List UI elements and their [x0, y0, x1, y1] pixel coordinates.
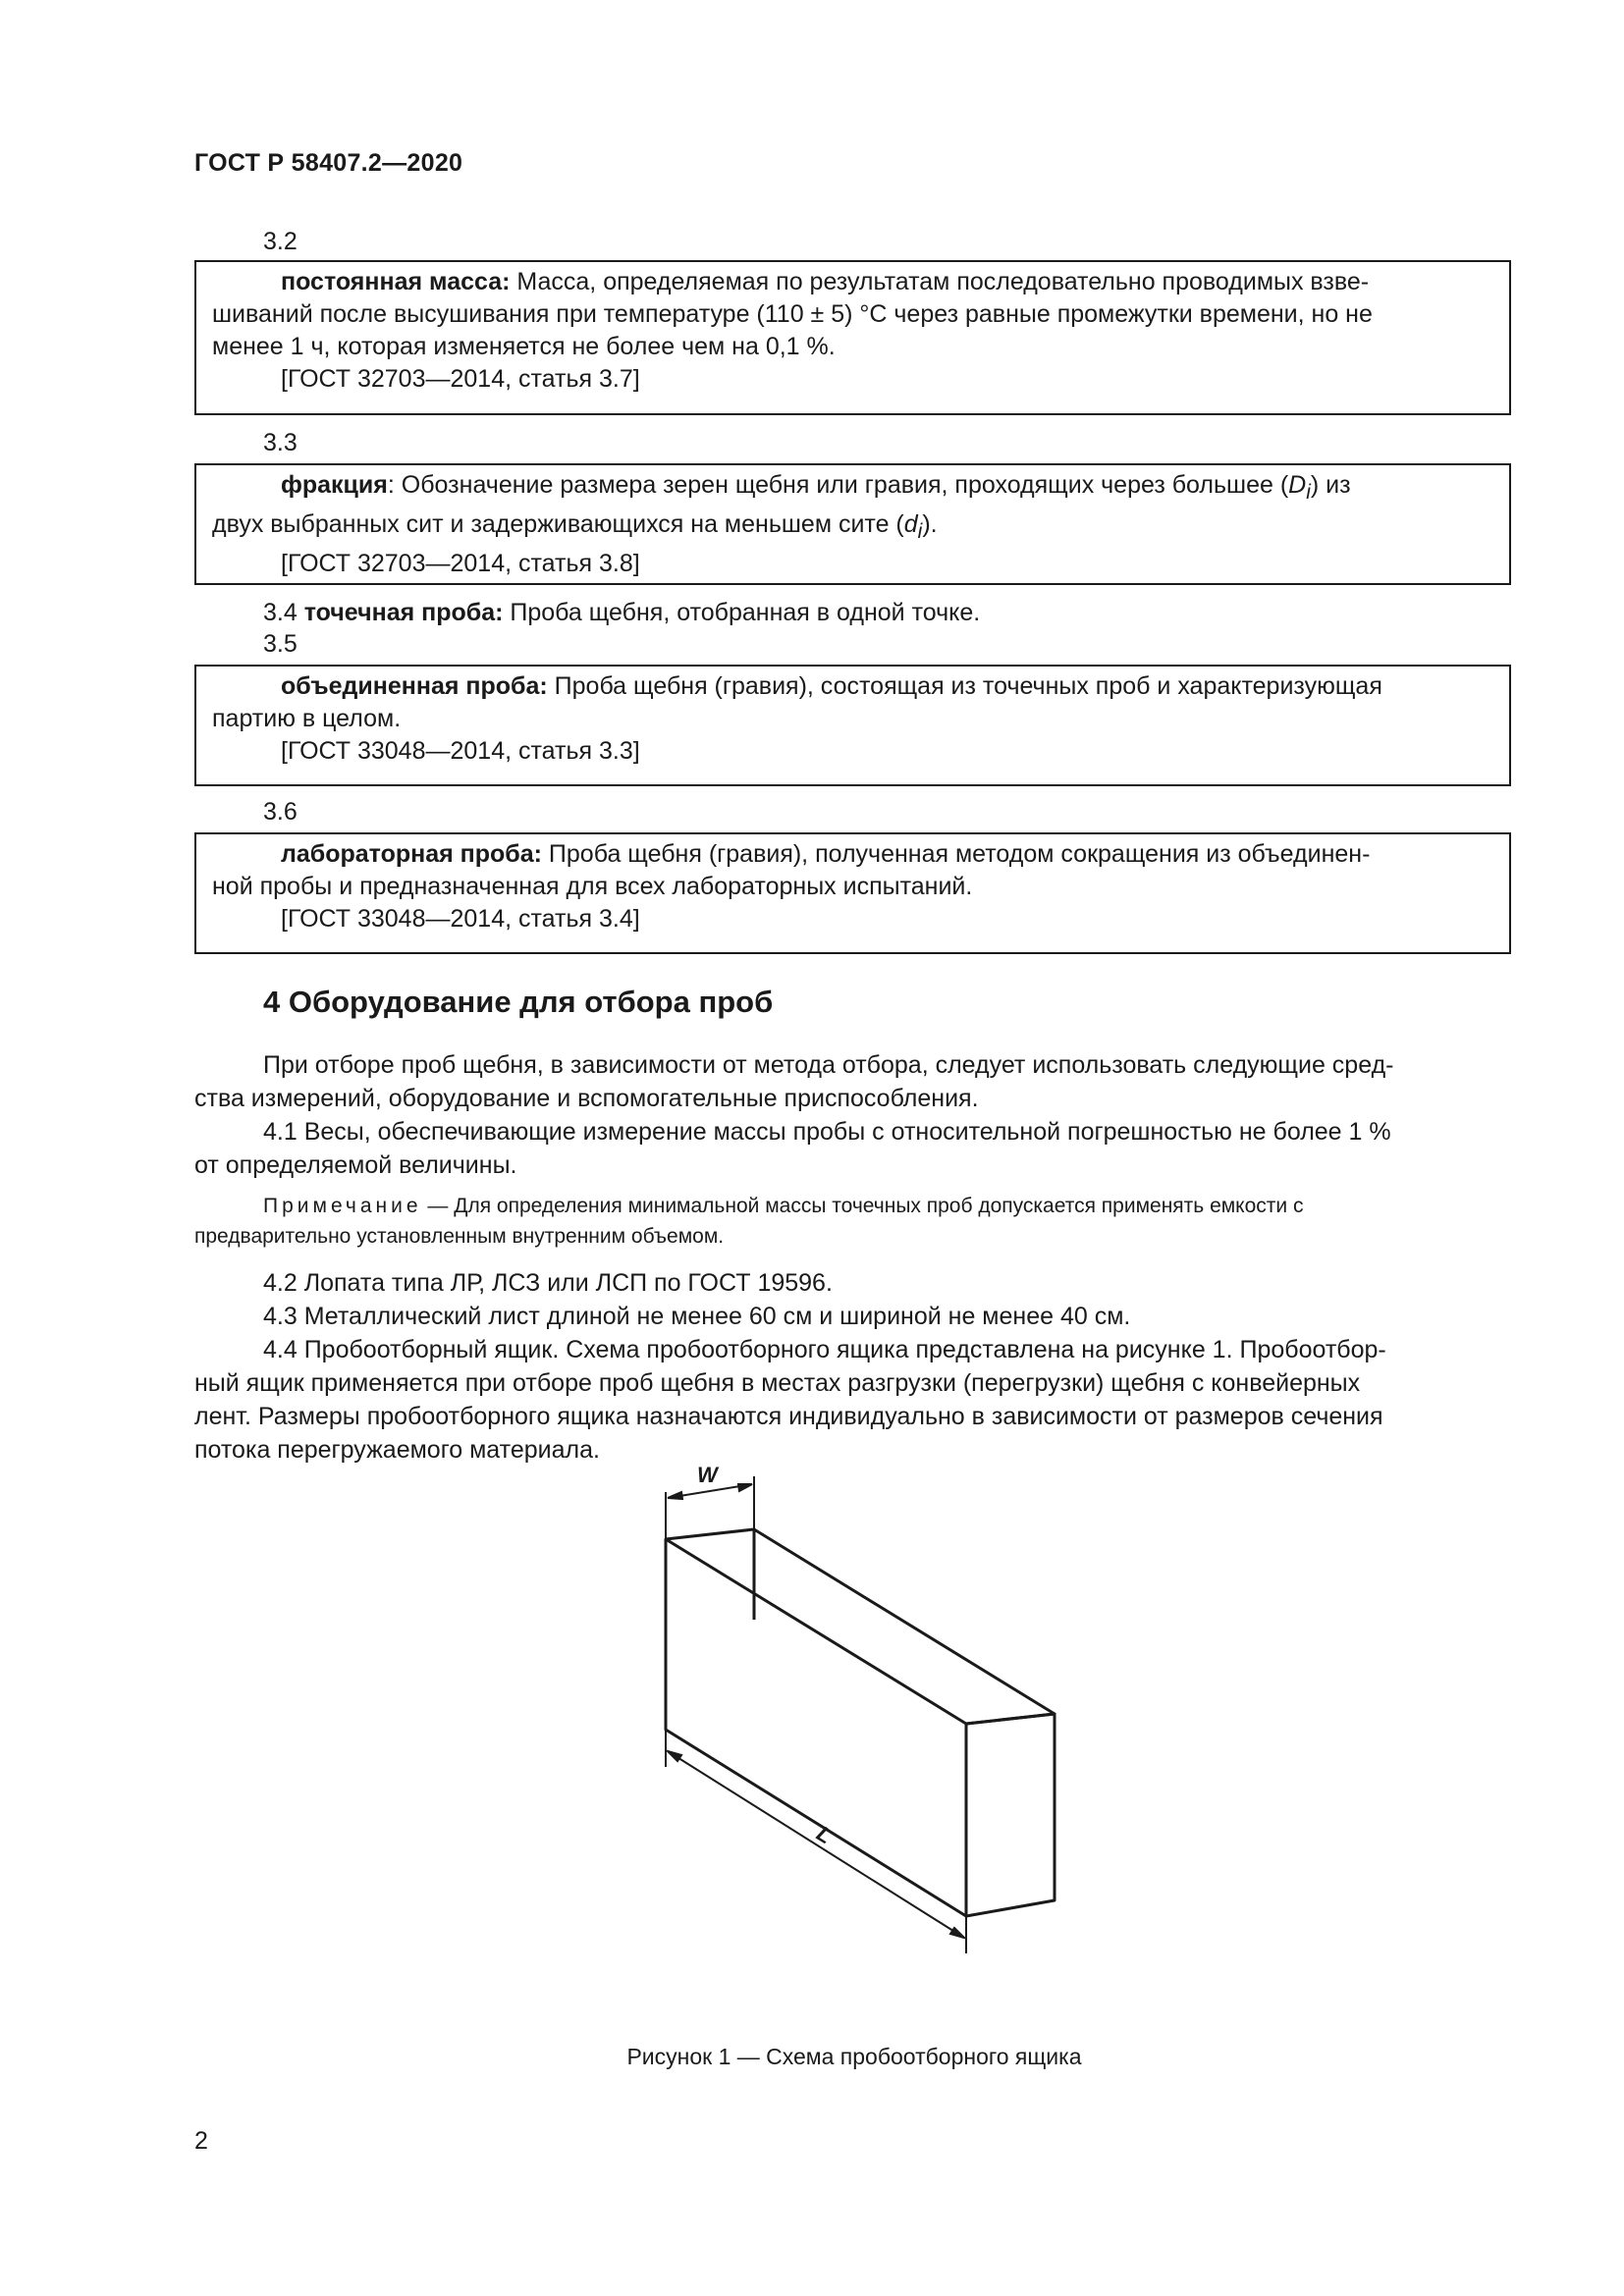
note-label: Примечание [263, 1195, 422, 1217]
term-box-constant-mass [194, 260, 1511, 415]
box-end-face [966, 1714, 1055, 1916]
w-label: W [697, 1463, 718, 1487]
term-line: ной пробы и предназначенная для всех лабораторных испытаний. [212, 873, 973, 900]
l-dimension-line [668, 1751, 964, 1938]
paragraph-4-2: 4.2 Лопата типа ЛР, ЛСЗ или ЛСП по ГОСТ 19596. [263, 1269, 833, 1297]
term-line: менее 1 ч, которая изменяется не более чем на 0,1 %. [212, 333, 836, 360]
term-name: фракция [281, 471, 388, 499]
term-source: [ГОСТ 32703—2014, статья 3.7] [281, 365, 640, 393]
box-front-face [666, 1539, 966, 1916]
paragraph-intro: При отборе проб щебня, в зависимости от метода отбора, следует использовать следующие сред- ства измерений, оборудование и вспомогательные приспособления. [194, 1051, 1394, 1112]
term-number: 3.2 [263, 228, 298, 255]
term-line: постоянная масса: Масса, определяемая по результатам последовательно проводимых взве- [281, 268, 1370, 295]
term-line: лабораторная проба: Проба щебня (гравия), полученная методом сокращения из объединен- [281, 840, 1371, 868]
note: Примечание — Для определения минимальной массы точечных проб допускается применять емкости с предварительно установленным внутренним объемом. [194, 1195, 1304, 1248]
term-name: объединенная проба: [281, 672, 548, 700]
document-id-header: ГОСТ Р 58407.2—2020 [194, 149, 463, 177]
l-label: L [812, 1821, 838, 1849]
sampling-box-figure [628, 1453, 1080, 2022]
term-number: 3.6 [263, 798, 298, 826]
l-arrow-left [668, 1751, 681, 1761]
page-number: 2 [194, 2127, 208, 2155]
term-source: [ГОСТ 33048—2014, статья 3.4] [281, 905, 640, 933]
paragraph-4-4: 4.4 Пробоотборный ящик. Схема пробоотборного ящика представлена на рисунке 1. Пробоотбор- ный ящик применяется при отборе проб щебня в местах разгрузки (перегрузки) щебня с конвейерных лент. Размеры пробоотборного ящика назначаются индивидуально в зависимости от размеров сечения потока перегружаемого материала. [194, 1336, 1386, 1464]
term-line: шиваний после высушивания при температуре (110 ± 5) °С через равные промежутки времени, но не [212, 300, 1373, 328]
paragraph-4-1: 4.1 Весы, обеспечивающие измерение массы пробы с относительной погрешностью не более 1 % от определяемой величины. [194, 1118, 1391, 1179]
term-inline-spot-sample: 3.4 точечная проба: Проба щебня, отобранная в одной точке. [263, 599, 981, 626]
term-line: объединенная проба: Проба щебня (гравия), состоящая из точечных проб и характеризующая [281, 672, 1382, 700]
w-arrow-left [668, 1492, 682, 1499]
term-box-combined-sample [194, 665, 1511, 786]
term-line: партию в целом. [212, 705, 402, 732]
term-line: фракция: Обозначение размера зерен щебня или гравия, проходящих через большее $(D_i)$ из [281, 471, 1351, 504]
term-number: 3.5 [263, 630, 298, 658]
term-source: [ГОСТ 32703—2014, статья 3.8] [281, 550, 640, 577]
section-title: 4 Оборудование для отбора проб [263, 985, 774, 1019]
box-top-edge [666, 1529, 1055, 1724]
l-arrow-right [950, 1928, 964, 1938]
term-number: 3.3 [263, 429, 298, 456]
term-name: лабораторная проба: [281, 840, 542, 868]
term-name: постоянная масса: [281, 268, 511, 295]
figure-caption: Рисунок 1 — Схема пробоотборного ящика [626, 2044, 1082, 2069]
term-name: точечная проба: [303, 599, 504, 626]
term-box-fraction [194, 463, 1511, 585]
w-arrow-right [738, 1484, 752, 1491]
paragraph-4-3: 4.3 Металлический лист длиной не менее 60 см и шириной не менее 40 см. [263, 1303, 1131, 1330]
term-box-lab-sample [194, 832, 1511, 954]
term-source: [ГОСТ 33048—2014, статья 3.3] [281, 737, 640, 765]
term-line: двух выбранных сит и задерживающихся на меньшем сите $(d_i)$. [212, 510, 938, 543]
